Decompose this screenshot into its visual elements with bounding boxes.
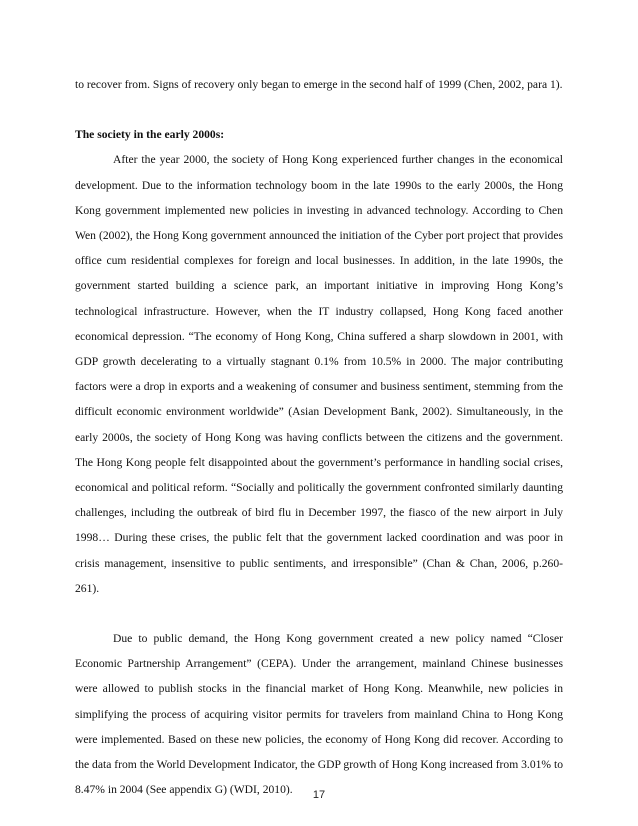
body-paragraph-2: Due to public demand, the Hong Kong government created a new policy named “Closer Economic Partnership Arrangement” (CEPA). Under the arrangement, mainland Chinese businesses were allowed to publish stocks in the financial market of Hong Kong. Meanwhile, new policies in simplifying the process of acquiring visitor permits for travelers from mainland China to Hong Kong were implemented. Based on these new policies, the economy of Hong Kong did recover. According to the data from the World Development Indicator, the GDP growth of Hong Kong increased from 3.01% to 8.47% in 2004 (See appendix G) (WDI, 2010).	[75, 632, 563, 797]
intro-paragraph: to recover from. Signs of recovery only began to emerge in the second half of 1999 (Chen, 2002, para 1).	[75, 78, 563, 91]
body-paragraph-1: After the year 2000, the society of Hong Kong experienced further changes in the economical development. Due to the information technology boom in the late 1990s to the early 2000s, the Hong Kong government implemented new policies in investing in advanced technology. According to Chen Wen (2002), the Hong Kong government announced the initiation of the Cyber port project that provides office cum residential complexes for foreign and local businesses. In addition, in the late 1990s, the government started building a science park, an important initiative in improving Hong Kong’s technological infrastructure. However, when the IT industry collapsed, Hong Kong faced another economical depression. “The economy of Hong Kong, China suffered a sharp slowdown in 2001, with GDP growth decelerating to a virtually stagnant 0.1% from 10.5% in 2000. The major contributing factors were a drop in exports and a weakening of consumer and business sentiment, stemming from the difficult economic environment worldwide” (Asian Development Bank, 2002). Simultaneously, in the early 2000s, the society of Hong Kong was having conflicts between the citizens and the government. The Hong Kong people felt disappointed about the government’s performance in handling social crises, economical and political reform. “Socially and politically the government confronted similarly daunting challenges, including the outbreak of bird flu in December 1997, the fiasco of the new airport in July 1998… During these crises, the public felt that the government lacked coordination and was poor in crisis management, insensitive to public sentiments, and irresponsible” (Chan & Chan, 2006, p.260-261).	[75, 153, 563, 595]
document-page	[75, 72, 563, 802]
section-heading: The society in the early 2000s:	[75, 128, 225, 142]
page-number: 17	[312, 789, 326, 801]
